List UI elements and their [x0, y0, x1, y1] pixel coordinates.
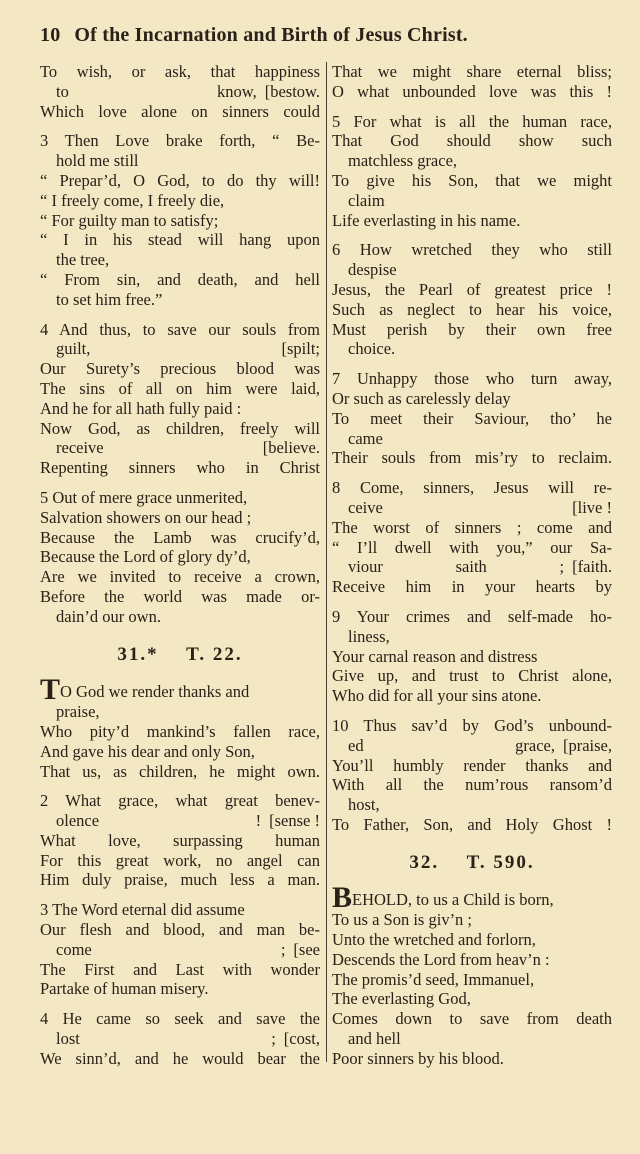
verse-line — [40, 131, 320, 151]
verse-line — [40, 171, 320, 191]
verse-line — [40, 419, 320, 439]
verse-line — [40, 1049, 320, 1069]
verse-text: You’ll humbly render thanks and — [332, 755, 612, 775]
verse-text: ceive — [348, 497, 383, 517]
verse-text: viour saith ; — [348, 557, 565, 577]
verse-text: Salvation showers on our head ; — [40, 507, 252, 527]
verse-line — [40, 62, 320, 82]
verse-text: The promis’d seed, Immanuel, — [332, 969, 535, 989]
verse-text: Which love alone on sinners could — [40, 101, 320, 121]
verse-line — [40, 359, 320, 379]
verse-text: That God should show such — [332, 131, 612, 151]
verse-text: 7 Unhappy those who turn away, — [332, 369, 612, 389]
verse-line — [332, 131, 612, 151]
verse-text: To give his Son, that we might — [332, 170, 612, 190]
verse-text: To meet their Saviour, tho’ he — [332, 408, 612, 428]
verse-line — [40, 831, 320, 851]
stanza — [40, 488, 320, 627]
verse-text: Must perish by their own free — [332, 319, 612, 339]
stanza — [40, 62, 320, 121]
verse-text: Descends the Lord from heav’n : — [332, 949, 550, 969]
verse-text: The sins of all on him were laid, — [40, 378, 320, 398]
verse-text: The First and Last with wonder — [40, 959, 320, 979]
verse-text: That us, as children, he might own. — [40, 761, 320, 781]
hymn-tune: T. 590. — [466, 851, 535, 873]
verse-text: Life everlasting in his name. — [332, 210, 521, 230]
verse-text: matchless grace, — [348, 151, 458, 171]
verse-text: 10 Thus sav’d by God’s unbound- — [332, 715, 612, 735]
verse-text: The everlasting God, — [332, 989, 471, 1009]
verse-line — [40, 1009, 320, 1029]
verse-line — [332, 970, 612, 990]
verse-turnover: [spilt; — [281, 339, 320, 359]
verse-line — [332, 300, 612, 320]
verse-line — [332, 950, 612, 970]
verse-line — [40, 673, 320, 707]
verse-turnover: [cost, — [283, 1029, 320, 1049]
verse-line — [40, 151, 320, 171]
verse-line — [332, 448, 612, 468]
verse-text: The worst of sinners ; come and — [332, 517, 612, 537]
verse-line — [40, 339, 320, 359]
column-divider — [326, 62, 327, 1062]
stanza — [332, 716, 612, 835]
verse-text: For this great work, no angel can — [40, 850, 320, 870]
verse-line — [40, 940, 320, 960]
verse-line — [332, 280, 612, 300]
verse-text: Or such as carelessly delay — [332, 388, 511, 408]
verse-line — [40, 211, 320, 231]
hymn-heading — [40, 645, 320, 665]
verse-line — [40, 920, 320, 940]
verse-first-line — [332, 881, 612, 915]
stanza — [40, 131, 320, 309]
stanza — [332, 112, 612, 231]
verse-line — [40, 458, 320, 478]
verse-line — [332, 756, 612, 776]
verse-text: 5 For what is all the human race, — [332, 111, 612, 131]
verse-text: Poor sinners by his blood. — [332, 1048, 504, 1068]
stanza — [332, 478, 612, 597]
verse-line — [332, 151, 612, 171]
verse-line — [332, 910, 612, 930]
verse-text: 2 What grace, what great benev- — [40, 791, 320, 811]
verse-text: Partake of human misery. — [40, 979, 209, 999]
verse-line — [332, 686, 612, 706]
verse-turnover: [praise, — [562, 735, 612, 755]
verse-text: to know, — [56, 81, 257, 101]
verse-line — [332, 930, 612, 950]
verse-turnover: [faith. — [572, 557, 612, 577]
verse-line — [40, 191, 320, 211]
verse-line — [40, 722, 320, 742]
verse-text: Unto the wretched and forlorn, — [332, 930, 536, 950]
verse-text: guilt, — [56, 339, 91, 359]
verse-turnover: [believe. — [262, 438, 320, 458]
right-column — [332, 62, 612, 1079]
verse-text: 9 Your crimes and self-made ho- — [332, 606, 612, 626]
verse-line — [40, 547, 320, 567]
verse-line — [40, 742, 320, 762]
verse-text: hold me still — [56, 151, 139, 171]
verse-line — [332, 260, 612, 280]
verse-text: To Father, Son, and Holy Ghost ! — [332, 814, 612, 834]
verse-line — [332, 478, 612, 498]
verse-text: Who did for all your sins atone. — [332, 686, 542, 706]
verse-text: 8 Come, sinners, Jesus will re- — [332, 478, 612, 498]
verse-line — [40, 900, 320, 920]
verse-text: Before the world was made or- — [40, 586, 320, 606]
verse-text: “ From sin, and death, and hell — [40, 269, 320, 289]
verse-text: came — [348, 428, 383, 448]
stanza — [40, 1009, 320, 1068]
verse-text: lost ; — [56, 1029, 276, 1049]
verse-text: Receive him in your hearts by — [332, 577, 612, 597]
verse-line — [332, 795, 612, 815]
verse-line — [40, 250, 320, 270]
verse-text: Are we invited to receive a crown, — [40, 567, 320, 587]
verse-line — [332, 736, 612, 756]
verse-text: What love, surpassing human — [40, 830, 320, 850]
verse-text: olence ! — [56, 811, 262, 831]
stanza — [332, 62, 612, 102]
stanza — [40, 900, 320, 999]
verse-text: claim — [348, 190, 385, 210]
verse-line — [332, 112, 612, 132]
verse-text: “ For guilty man to satisfy; — [40, 210, 219, 230]
verse-line — [40, 960, 320, 980]
stanza — [332, 607, 612, 706]
verse-line — [332, 647, 612, 667]
verse-turnover: [sense ! — [269, 811, 320, 831]
verse-line — [40, 270, 320, 290]
verse-line — [40, 488, 320, 508]
verse-line — [332, 989, 612, 1009]
stanza — [332, 881, 612, 1068]
verse-line — [40, 851, 320, 871]
verse-line — [332, 320, 612, 340]
verse-text: 3 The Word eternal did assume — [40, 900, 245, 920]
verse-line — [40, 587, 320, 607]
verse-line — [332, 627, 612, 647]
verse-text: 4 And thus, to save our souls from — [40, 319, 320, 339]
verse-text: to set him free.” — [56, 289, 163, 309]
verse-line — [332, 815, 612, 835]
verse-text: To wish, or ask, that happiness — [40, 62, 320, 81]
verse-line — [332, 518, 612, 538]
verse-line — [40, 791, 320, 811]
verse-text: receive — [56, 438, 104, 458]
verse-line — [40, 82, 320, 102]
stanza — [40, 320, 320, 478]
verse-text: despise — [348, 260, 397, 280]
verse-line — [332, 191, 612, 211]
hymn-number: 31.* — [117, 643, 159, 665]
verse-text: Such as neglect to hear his voice, — [332, 299, 612, 319]
verse-text: Give up, and trust to Christ alone, — [332, 666, 612, 686]
verse-line — [332, 1009, 612, 1029]
verse-text: Your carnal reason and distress — [332, 646, 538, 666]
left-column — [40, 62, 320, 1079]
verse-line — [40, 528, 320, 548]
verse-text: ed grace, — [348, 735, 555, 755]
verse-line — [332, 62, 612, 82]
verse-turnover: [see — [293, 939, 320, 959]
verse-line — [332, 881, 612, 915]
verse-text: Our Surety’s precious blood was — [40, 359, 320, 379]
verse-text: 3 Then Love brake forth, “ Be- — [40, 131, 320, 151]
verse-line — [40, 230, 320, 250]
stanza — [40, 673, 320, 781]
verse-text: “ I’ll dwell with you,” our Sa- — [332, 537, 612, 557]
verse-text: Because the Lamb was crucify’d, — [40, 527, 320, 547]
verse-text: Comes down to save from death — [332, 1009, 612, 1029]
page-number: 10 — [40, 24, 61, 46]
verse-line — [332, 389, 612, 409]
verse-text: to us a Child is born, — [412, 890, 554, 910]
running-header — [40, 24, 555, 47]
verse-line — [332, 211, 612, 231]
verse-text: 5 Out of mere grace unmerited, — [40, 487, 248, 507]
verse-line — [332, 171, 612, 191]
verse-text: O God we render thanks and — [60, 682, 250, 702]
verse-text: choice. — [348, 339, 396, 359]
verse-text: praise, — [56, 702, 100, 722]
page-title: Of the Incarnation and Birth of Jesus Christ. — [74, 24, 468, 46]
verse-line — [332, 240, 612, 260]
verse-line — [40, 567, 320, 587]
verse-line — [332, 666, 612, 686]
verse-line — [332, 409, 612, 429]
verse-text: “ I freely come, I freely die, — [40, 190, 225, 210]
verse-text: That we might share eternal bliss; — [332, 62, 612, 81]
verse-line — [332, 429, 612, 449]
verse-text: Because the Lord of glory dy’d, — [40, 547, 251, 567]
verse-text: Repenting sinners who in Christ — [40, 458, 320, 478]
verse-text: Our flesh and blood, and man be- — [40, 920, 320, 940]
verse-text: Who pity’d mankind’s fallen race, — [40, 721, 320, 741]
verse-text: Their souls from mis’ry to reclaim. — [332, 448, 612, 468]
stanza — [332, 369, 612, 468]
verse-line — [332, 607, 612, 627]
verse-line — [332, 369, 612, 389]
drop-cap: T — [40, 673, 61, 707]
verse-first-line — [40, 673, 320, 707]
verse-text: And gave his dear and only Son, — [40, 741, 255, 761]
verse-line — [332, 557, 612, 577]
verse-text: “ Prepar’d, O God, to do thy will! — [40, 170, 320, 190]
verse-line — [40, 102, 320, 122]
verse-line — [40, 379, 320, 399]
stanza — [40, 791, 320, 890]
drop-cap: B — [332, 881, 353, 915]
verse-text: Jesus, the Pearl of greatest price ! — [332, 279, 612, 299]
hymn-heading — [332, 853, 612, 873]
small-caps-word: EHOLD, — [352, 890, 413, 910]
verse-text: and hell — [348, 1029, 401, 1049]
verse-line — [40, 290, 320, 310]
verse-text: We sinn’d, and he would bear the — [40, 1048, 320, 1068]
verse-turnover: [bestow. — [264, 81, 320, 101]
verse-line — [332, 538, 612, 558]
verse-line — [40, 762, 320, 782]
verse-text: With all the num’rous ransom’d — [332, 775, 612, 795]
verse-text: Him duly praise, much less a man. — [40, 870, 320, 890]
verse-line — [40, 1029, 320, 1049]
verse-line — [332, 1029, 612, 1049]
hymn-tune: T. 22. — [186, 643, 243, 665]
verse-text: host, — [348, 795, 380, 815]
verse-line — [332, 577, 612, 597]
verse-line — [332, 1049, 612, 1069]
verse-line — [40, 702, 320, 722]
verse-text: Now God, as children, freely will — [40, 418, 320, 438]
verse-text: the tree, — [56, 250, 110, 270]
verse-text: dain’d our own. — [56, 606, 161, 626]
verse-text: “ I in his stead will hang upon — [40, 230, 320, 250]
verse-line — [40, 979, 320, 999]
verse-text: And he for all hath fully paid : — [40, 398, 242, 418]
verse-line — [40, 508, 320, 528]
verse-turnover: [live ! — [572, 497, 612, 517]
verse-line — [332, 339, 612, 359]
verse-line — [40, 399, 320, 419]
verse-text: To us a Son is giv’n ; — [332, 910, 473, 930]
verse-line — [332, 716, 612, 736]
verse-line — [40, 870, 320, 890]
verse-line — [40, 811, 320, 831]
verse-line — [40, 320, 320, 340]
verse-line — [40, 438, 320, 458]
verse-line — [40, 607, 320, 627]
verse-line — [332, 775, 612, 795]
hymn-number: 32. — [409, 851, 440, 873]
verse-line — [332, 82, 612, 102]
verse-text: come ; — [56, 939, 286, 959]
verse-text: 6 How wretched they who still — [332, 240, 612, 260]
verse-text: O what unbounded love was this ! — [332, 81, 612, 101]
verse-text: liness, — [348, 626, 390, 646]
verse-text: 4 He came so seek and save the — [40, 1009, 320, 1029]
stanza — [332, 240, 612, 359]
verse-line — [332, 498, 612, 518]
